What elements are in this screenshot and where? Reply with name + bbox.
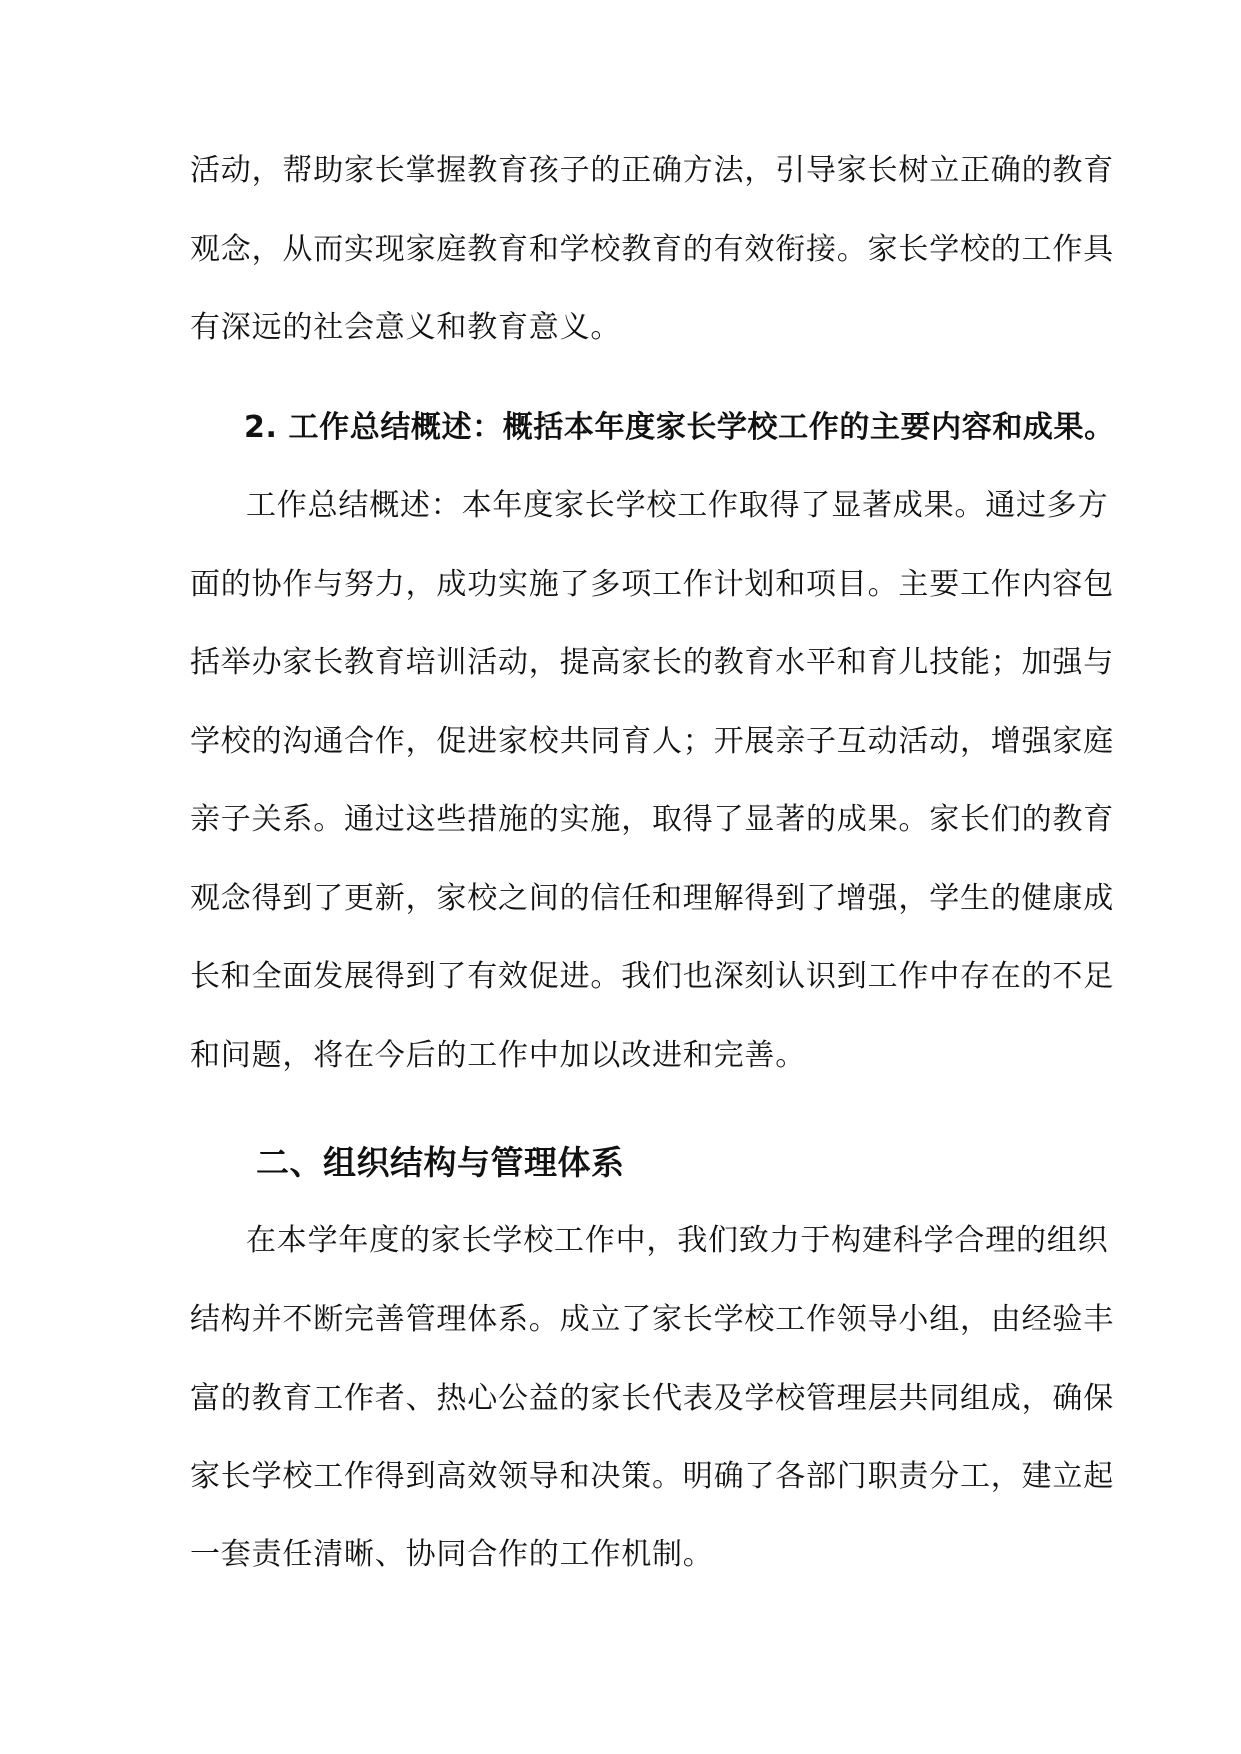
summary-line-3: 括举办家长教育培训活动，提高家长的教育水平和育儿技能；加强与 [190, 645, 1114, 680]
summary-line-5: 亲子关系。通过这些措施的实施，取得了显著的成果。家长们的教育 [190, 802, 1114, 837]
summary-line-2: 面的协作与努力，成功实施了多项工作计划和项目。主要工作内容包 [190, 567, 1114, 602]
summary-line-4: 学校的沟通合作，促进家校共同育人；开展亲子互动活动，增强家庭 [190, 724, 1114, 759]
intro-line-3: 有深远的社会意义和教育意义。 [190, 310, 622, 345]
section-line-2: 结构并不断完善管理体系。成立了家长学校工作领导小组，由经验丰 [190, 1302, 1114, 1337]
summary-line-1: 工作总结概述：本年度家长学校工作取得了显著成果。通过多方 [246, 488, 1109, 523]
summary-line-6: 观念得到了更新，家校之间的信任和理解得到了增强，学生的健康成 [190, 881, 1114, 916]
section-line-5: 一套责任清晰、协同合作的工作机制。 [190, 1537, 714, 1572]
section-heading-organization: 二、组织结构与管理体系 [256, 1143, 625, 1182]
summary-line-8: 和问题，将在今后的工作中加以改进和完善。 [190, 1038, 806, 1073]
subheading-work-summary: 2. 工作总结概述：概括本年度家长学校工作的主要内容和成果。 [244, 410, 1115, 445]
summary-line-7: 长和全面发展得到了有效促进。我们也深刻认识到工作中存在的不足 [190, 959, 1114, 994]
intro-line-2: 观念，从而实现家庭教育和学校教育的有效衔接。家长学校的工作具 [190, 232, 1114, 267]
section-line-4: 家长学校工作得到高效领导和决策。明确了各部门职责分工，建立起 [190, 1459, 1114, 1494]
section-line-3: 富的教育工作者、热心公益的家长代表及学校管理层共同组成，确保 [190, 1381, 1114, 1416]
intro-line-1: 活动，帮助家长掌握教育孩子的正确方法，引导家长树立正确的教育 [190, 153, 1114, 188]
section-line-1: 在本学年度的家长学校工作中，我们致力于构建科学合理的组织 [246, 1223, 1109, 1258]
